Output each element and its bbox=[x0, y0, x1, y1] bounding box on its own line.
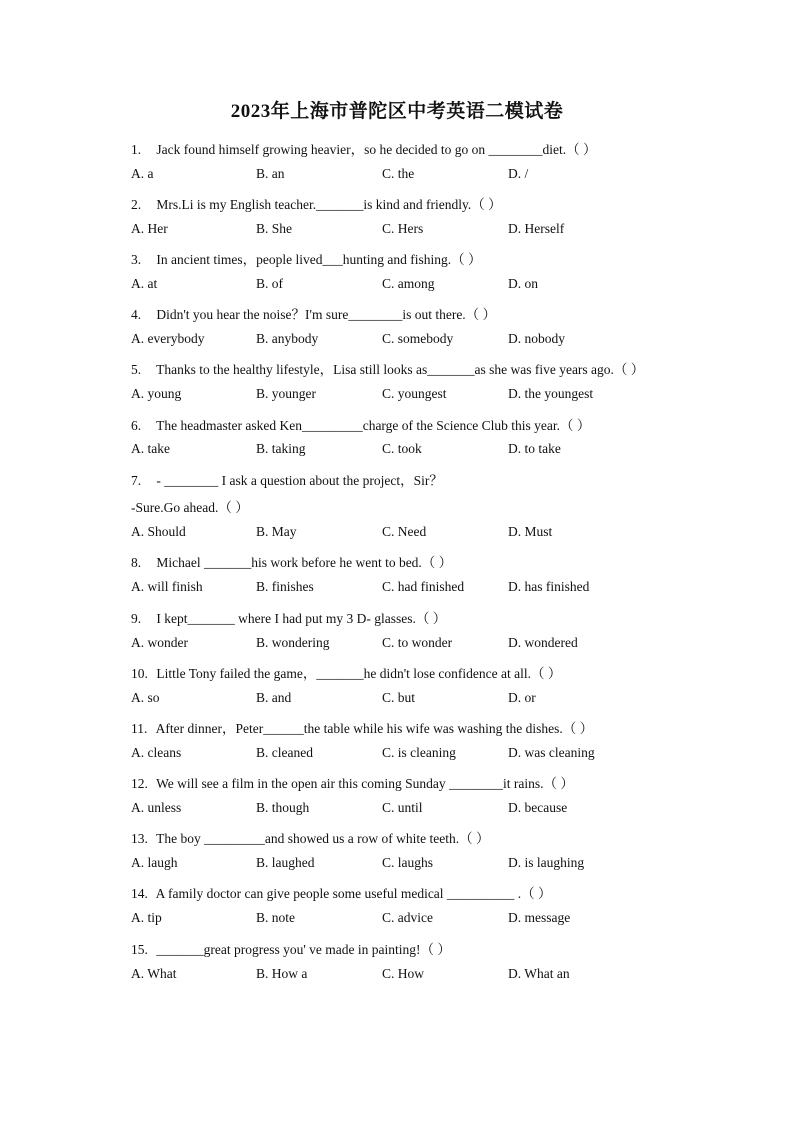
options-row bbox=[131, 386, 671, 404]
option-b: B. younger bbox=[256, 386, 316, 401]
option-c: C. but bbox=[382, 690, 416, 705]
question-text: After dinner，Peter______the table while his wife was washing the dishes.（ ） bbox=[155, 721, 594, 736]
option-a: A. Should bbox=[131, 524, 186, 539]
question-number: 14. bbox=[131, 886, 148, 901]
option-d: D. because bbox=[508, 800, 568, 815]
option-d: D. has finished bbox=[508, 579, 590, 594]
question-9 bbox=[131, 607, 446, 627]
option-d: D. is laughing bbox=[508, 855, 585, 870]
option-c: C. youngest bbox=[382, 386, 447, 401]
question-text: Michael _______his work before he went to bed.（ ） bbox=[156, 555, 453, 570]
question-15 bbox=[131, 938, 451, 958]
option-a: A. wonder bbox=[131, 635, 188, 650]
option-c: C. is cleaning bbox=[382, 745, 456, 760]
option-a: A. a bbox=[131, 166, 154, 181]
option-b: B. How a bbox=[256, 966, 308, 981]
question-number: 11. bbox=[131, 721, 148, 736]
option-a: A. will finish bbox=[131, 579, 203, 594]
option-d: D. nobody bbox=[508, 331, 565, 346]
option-a: A. tip bbox=[131, 910, 162, 925]
option-d: D. or bbox=[508, 690, 536, 705]
option-b: B. laughed bbox=[256, 855, 315, 870]
options-row bbox=[131, 579, 671, 597]
question-7 bbox=[131, 469, 443, 489]
question-12 bbox=[131, 772, 574, 792]
exam-title: 2023年上海市普陀区中考英语二模试卷 bbox=[230, 101, 564, 122]
question-11 bbox=[131, 717, 593, 737]
question-text: _______great progress you' ve made in painting!（ ） bbox=[156, 942, 451, 957]
question-number: 3. bbox=[131, 252, 142, 267]
option-d: D. was cleaning bbox=[508, 745, 595, 760]
option-c: C. until bbox=[382, 800, 423, 815]
options-row bbox=[131, 524, 671, 542]
option-a: A. everybody bbox=[131, 331, 205, 346]
options-row bbox=[131, 910, 671, 928]
option-b: B. of bbox=[256, 276, 283, 291]
question-text: In ancient times，people lived___hunting and fishing.（ ） bbox=[156, 252, 482, 267]
question-number: 10. bbox=[131, 666, 148, 681]
question-4 bbox=[131, 303, 496, 323]
option-d: D. to take bbox=[508, 441, 561, 456]
option-a: A. unless bbox=[131, 800, 182, 815]
option-a: A. What bbox=[131, 966, 177, 981]
question-text: Little Tony failed the game，_______he didn't lose confidence at all.（ ） bbox=[156, 666, 562, 681]
option-d: D. wondered bbox=[508, 635, 578, 650]
options-row bbox=[131, 635, 671, 653]
question-number: 6. bbox=[131, 418, 142, 433]
option-a: A. Her bbox=[131, 221, 168, 236]
option-c: C. had finished bbox=[382, 579, 465, 594]
option-d: D. on bbox=[508, 276, 538, 291]
option-c: C. Need bbox=[382, 524, 427, 539]
question-number: 4. bbox=[131, 307, 142, 322]
question-extra-line: -Sure.Go ahead.（ ） bbox=[131, 500, 249, 515]
question-1 bbox=[131, 138, 597, 158]
option-a: A. laugh bbox=[131, 855, 178, 870]
option-c: C. took bbox=[382, 441, 422, 456]
option-b: B. wondering bbox=[256, 635, 330, 650]
option-b: B. She bbox=[256, 221, 293, 236]
question-number: 13. bbox=[131, 831, 148, 846]
option-a: A. so bbox=[131, 690, 160, 705]
option-b: B. though bbox=[256, 800, 310, 815]
question-2 bbox=[131, 193, 502, 213]
question-text: Jack found himself growing heavier，so he decided to go on ________diet.（ ） bbox=[156, 142, 597, 157]
option-b: B. cleaned bbox=[256, 745, 313, 760]
question-text: A family doctor can give people some useful medical __________ .（ ） bbox=[155, 886, 552, 901]
option-c: C. How bbox=[382, 966, 425, 981]
option-a: A. take bbox=[131, 441, 170, 456]
options-row bbox=[131, 855, 671, 873]
option-b: B. finishes bbox=[256, 579, 314, 594]
question-text: - ________ I ask a question about the project，Sir？ bbox=[156, 473, 443, 488]
option-d: D. the youngest bbox=[508, 386, 594, 401]
question-13 bbox=[131, 827, 489, 847]
options-row bbox=[131, 276, 671, 294]
question-number: 15. bbox=[131, 942, 148, 957]
option-a: A. cleans bbox=[131, 745, 182, 760]
option-b: B. May bbox=[256, 524, 297, 539]
option-c: C. laughs bbox=[382, 855, 434, 870]
question-text: Didn't you hear the noise？I'm sure________is out there.（ ） bbox=[156, 307, 497, 322]
question-number: 8. bbox=[131, 555, 142, 570]
option-b: B. taking bbox=[256, 441, 306, 456]
option-b: B. anybody bbox=[256, 331, 319, 346]
option-d: D. / bbox=[508, 166, 529, 181]
option-c: C. somebody bbox=[382, 331, 454, 346]
option-d: D. Herself bbox=[508, 221, 565, 236]
option-c: C. advice bbox=[382, 910, 433, 925]
option-d: D. Must bbox=[508, 524, 553, 539]
options-row bbox=[131, 166, 671, 184]
option-b: B. note bbox=[256, 910, 295, 925]
question-6 bbox=[131, 414, 590, 434]
question-number: 12. bbox=[131, 776, 148, 791]
question-number: 7. bbox=[131, 473, 142, 488]
option-b: B. and bbox=[256, 690, 292, 705]
option-d: D. message bbox=[508, 910, 571, 925]
question-number: 9. bbox=[131, 611, 142, 626]
options-row bbox=[131, 331, 671, 349]
option-c: C. the bbox=[382, 166, 415, 181]
question-number: 2. bbox=[131, 197, 142, 212]
option-c: C. among bbox=[382, 276, 435, 291]
option-a: A. young bbox=[131, 386, 182, 401]
question-number: 1. bbox=[131, 142, 142, 157]
options-row bbox=[131, 221, 671, 239]
options-row bbox=[131, 441, 671, 459]
option-d: D. What an bbox=[508, 966, 570, 981]
question-text: The headmaster asked Ken_________charge of the Science Club this year.（ ） bbox=[156, 418, 591, 433]
question-10 bbox=[131, 662, 561, 682]
question-8 bbox=[131, 551, 452, 571]
question-text: I kept_______ where I had put my 3 D- glasses.（ ） bbox=[156, 611, 447, 626]
question-text: The boy _________and showed us a row of white teeth.（ ） bbox=[156, 831, 490, 846]
options-row bbox=[131, 690, 671, 708]
option-a: A. at bbox=[131, 276, 158, 291]
question-3 bbox=[131, 248, 481, 268]
options-row bbox=[131, 745, 671, 763]
question-text: We will see a film in the open air this coming Sunday ________it rains.（ ） bbox=[156, 776, 574, 791]
options-row bbox=[131, 800, 671, 818]
options-row bbox=[131, 966, 671, 984]
question-14 bbox=[131, 882, 552, 902]
option-b: B. an bbox=[256, 166, 285, 181]
question-text: Thanks to the healthy lifestyle，Lisa still looks as_______as she was five years ago.（ ） bbox=[156, 362, 645, 377]
question-text: Mrs.Li is my English teacher._______is kind and friendly.（ ） bbox=[156, 197, 502, 212]
question-5 bbox=[131, 358, 644, 378]
option-c: C. Hers bbox=[382, 221, 424, 236]
question-number: 5. bbox=[131, 362, 142, 377]
option-c: C. to wonder bbox=[382, 635, 453, 650]
